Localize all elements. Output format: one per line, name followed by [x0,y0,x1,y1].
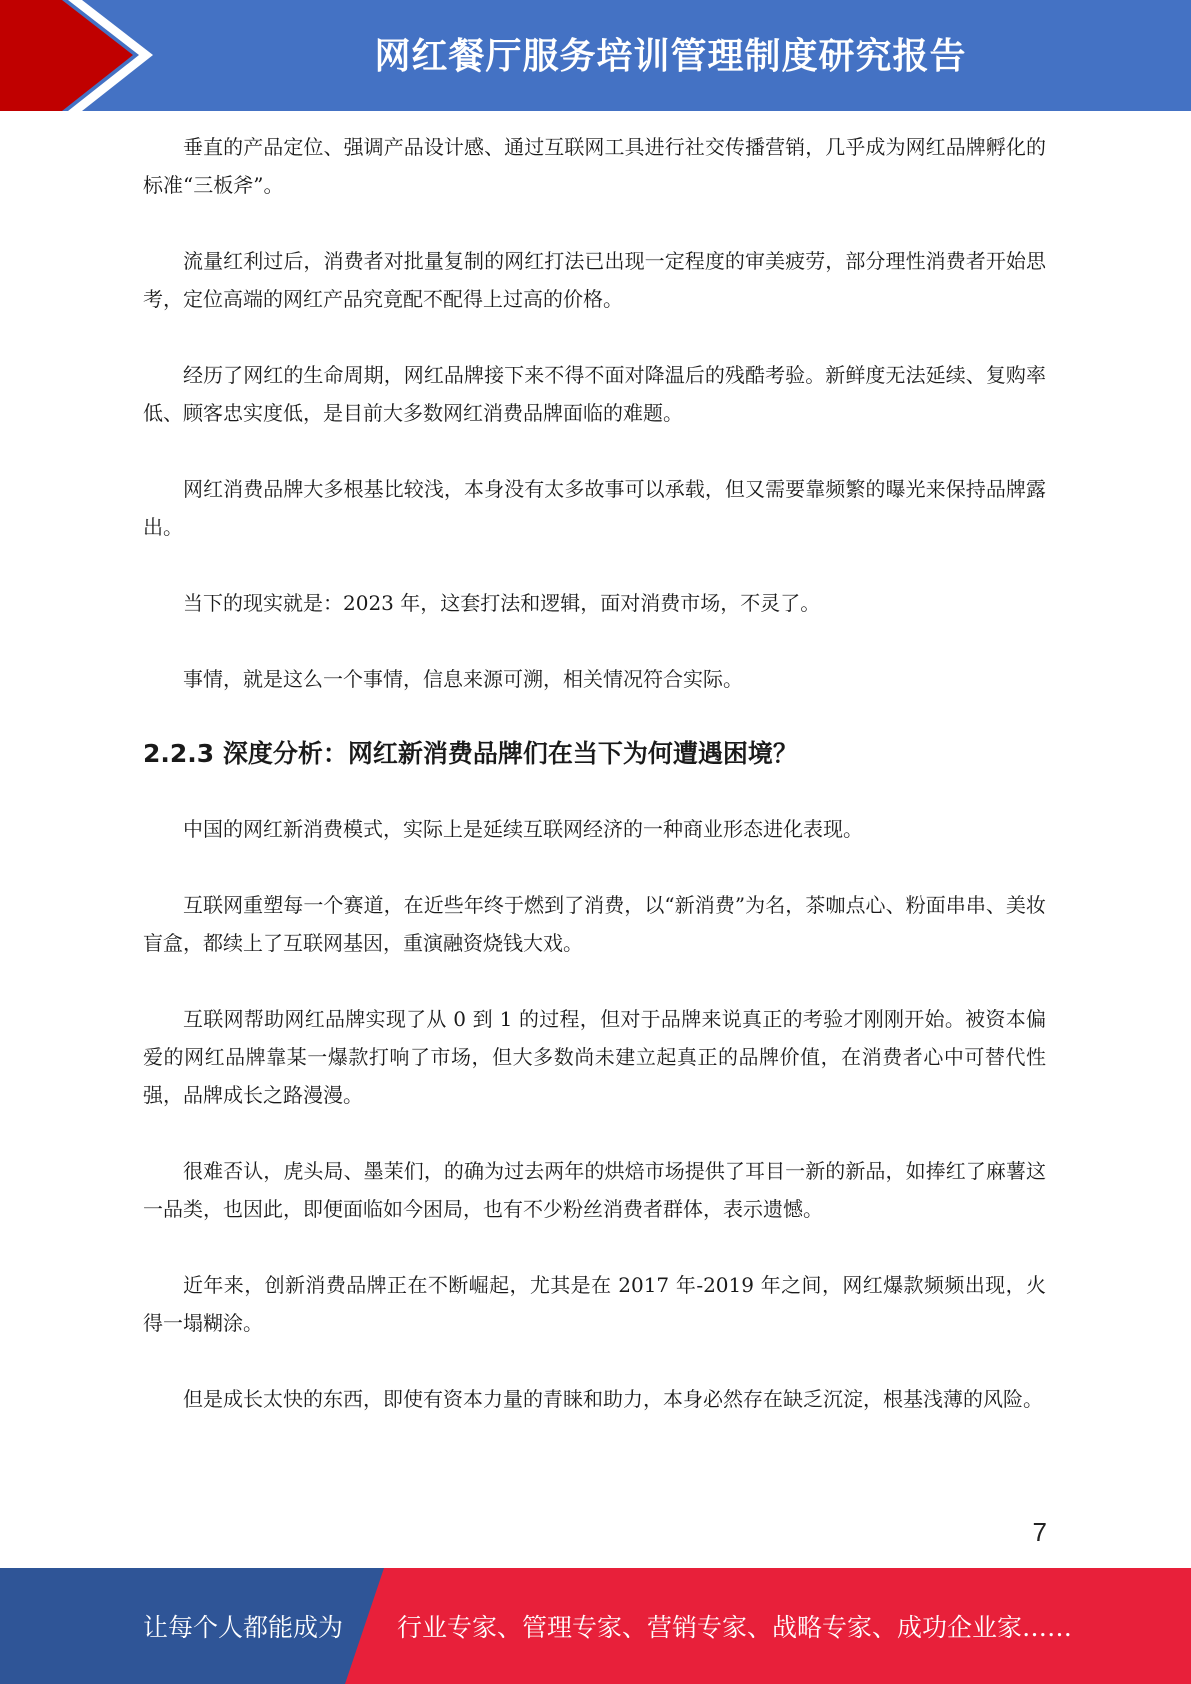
paragraph: 很难否认，虎头局、墨茉们，的确为过去两年的烘焙市场提供了耳目一新的新品，如捧红了麻薯这一品类，也因此，即便面临如今困局，也有不少粉丝消费者群体，表示遗憾。 [143,1159,1046,1221]
paragraph: 垂直的产品定位、强调产品设计感、通过互联网工具进行社交传播营销，几乎成为网红品牌孵化的标准“三板斧”。 [143,135,1046,197]
paragraph: 网红消费品牌大多根基比较浅，本身没有太多故事可以承载，但又需要靠频繁的曝光来保持品牌露出。 [143,477,1046,539]
paragraph: 近年来，创新消费品牌正在不断崛起，尤其是在 2017 年-2019 年之间，网红爆款频频出现，火得一塌糊涂。 [143,1273,1046,1335]
page-content [143,128,1046,1418]
section-heading: 2.2.3 深度分析：网红新消费品牌们在当下为何遭遇困境？ [143,739,798,768]
document-title: 网红餐厅服务培训管理制度研究报告 [374,35,967,77]
page-number: 7 [1032,1517,1047,1547]
paragraph: 事情，就是这么一个事情，信息来源可溯，相关情况符合实际。 [183,667,743,691]
paragraph: 但是成长太快的东西，即使有资本力量的青睐和助力，本身必然存在缺乏沉淀，根基浅薄的风险。 [183,1387,1043,1411]
page-footer [0,1568,1191,1684]
paragraph: 经历了网红的生命周期，网红品牌接下来不得不面对降温后的残酷考验。新鲜度无法延续、复购率低、顾客忠实度低，是目前大多数网红消费品牌面临的难题。 [143,363,1046,425]
paragraph: 互联网重塑每一个赛道，在近些年终于燃到了消费，以“新消费”为名，茶咖点心、粉面串串、美妆盲盒，都续上了互联网基因，重演融资烧钱大戏。 [143,893,1046,955]
page-header [0,0,1191,111]
paragraph: 互联网帮助网红品牌实现了从 0 到 1 的过程，但对于品牌来说真正的考验才刚刚开始。被资本偏爱的网红品牌靠某一爆款打响了市场，但大多数尚未建立起真正的品牌价值，在消费者心中可替代性强，品牌成长之路漫漫。 [143,1007,1046,1107]
paragraph: 中国的网红新消费模式，实际上是延续互联网经济的一种商业形态进化表现。 [183,817,863,841]
header-arrow-decoration [0,0,160,111]
paragraph: 流量红利过后，消费者对批量复制的网红打法已出现一定程度的审美疲劳，部分理性消费者开始思考，定位高端的网红产品究竟配不配得上过高的价格。 [143,249,1046,311]
paragraph: 当下的现实就是：2023 年，这套打法和逻辑，面对消费市场，不灵了。 [183,591,821,615]
footer-slogan-left: 让每个人都能成为 [143,1613,344,1642]
footer-slogan-right: 行业专家、管理专家、营销专家、战略专家、成功企业家…… [397,1613,1073,1642]
